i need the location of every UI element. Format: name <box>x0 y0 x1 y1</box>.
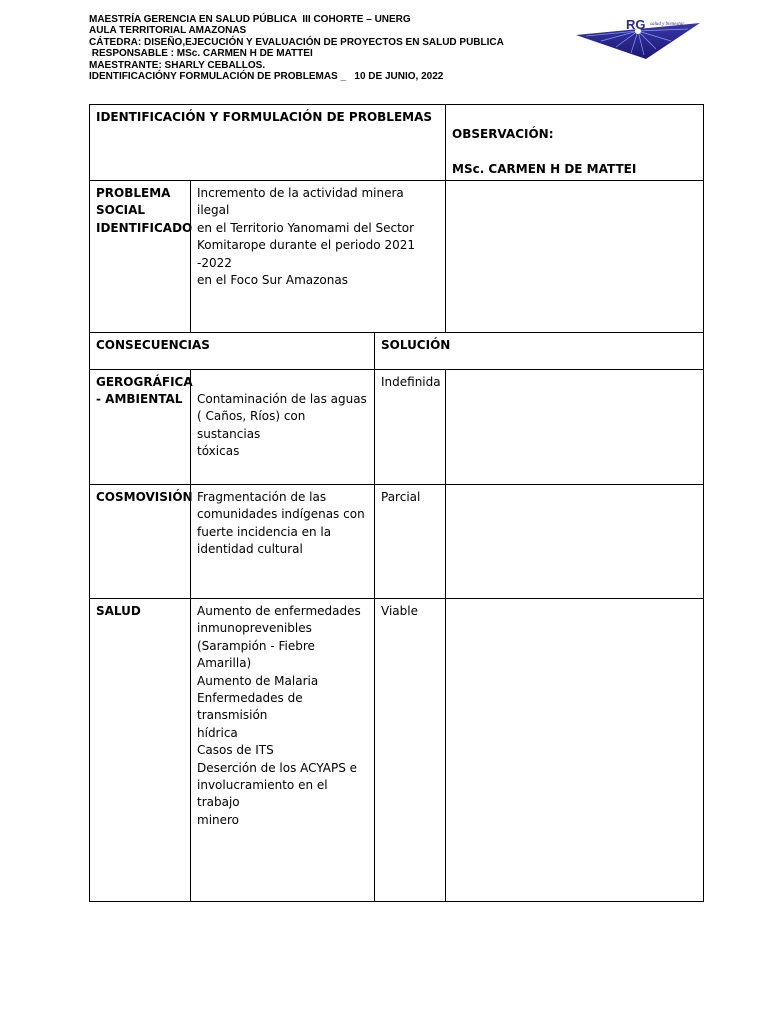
row-solution-cosmovision: Parcial <box>381 490 421 504</box>
header-line-title-date: IDENTIFICACIÓNY FORMULACIÓN DE PROBLEMAS _ 10 DE JUNIO, 2022 <box>89 71 444 83</box>
row-solution-salud: Viable <box>381 604 418 618</box>
solution-header: SOLUCIÓN <box>381 338 451 352</box>
header-line-program: MAESTRÍA GERENCIA EN SALUD PÚBLICA III COHORTE – UNERG <box>89 14 411 25</box>
header-line-catedra: CÁTEDRA: DISEÑO,EJECUCIÓN Y EVALUACIÓN DE PROYECTOS EN SALUD PUBLICA <box>89 36 504 48</box>
header-line-responsable: RESPONSABLE : MSc. CARMEN H DE MATTEI <box>89 48 313 60</box>
table-title: IDENTIFICACIÓN Y FORMULACIÓN DE PROBLEMAS <box>96 110 433 124</box>
institution-logo <box>576 17 700 63</box>
consequences-header: CONSECUENCIAS <box>96 338 210 352</box>
observation-header <box>446 105 703 183</box>
observation-value: MSc. CARMEN H DE MATTEI <box>452 162 637 177</box>
row-label-geografica: GEROGRÁFICA - AMBIENTAL <box>96 375 193 407</box>
problem-text: Incremento de la actividad minera ilegal en el Territorio Yanomami del Sector Komitarope durante el periodo 2021 -2022 en el Foco Sur Amazonas <box>197 186 415 288</box>
row-label-cosmovision: COSMOVISIÓN <box>96 490 193 504</box>
observation-label: OBSERVACIÓN: <box>452 127 554 142</box>
problem-label: PROBLEMA SOCIAL IDENTIFICADO <box>96 186 193 235</box>
row-consequence-geografica: Contaminación de las aguas ( Caños, Ríos) con sustancias tóxicas <box>197 392 367 459</box>
logo-mark: RG <box>626 17 646 32</box>
row-consequence-cosmovision: Fragmentación de las comunidades indígenas con fuerte incidencia en la identidad cultural <box>197 490 365 557</box>
row-label-salud: SALUD <box>96 604 141 618</box>
header-line-maestrante: MAESTRANTE: SHARLY CEBALLOS. <box>89 59 266 71</box>
document-header <box>89 14 569 82</box>
header-line-aula: AULA TERRITORIAL AMAZONAS <box>89 25 247 37</box>
row-solution-geografica: Indefinida <box>381 375 441 389</box>
problem-table <box>89 104 704 902</box>
row-consequence-salud: Aumento de enfermedades inmunoprevenibles (Sarampión - Fiebre Amarilla) Aumento de Malaria Enfermedades de transmisión hídrica Casos de ITS Deserción de los ACYAPS e involucramiento en el trabajo minero <box>197 604 361 827</box>
logo-tagline: salud y bienestar <box>650 22 685 27</box>
